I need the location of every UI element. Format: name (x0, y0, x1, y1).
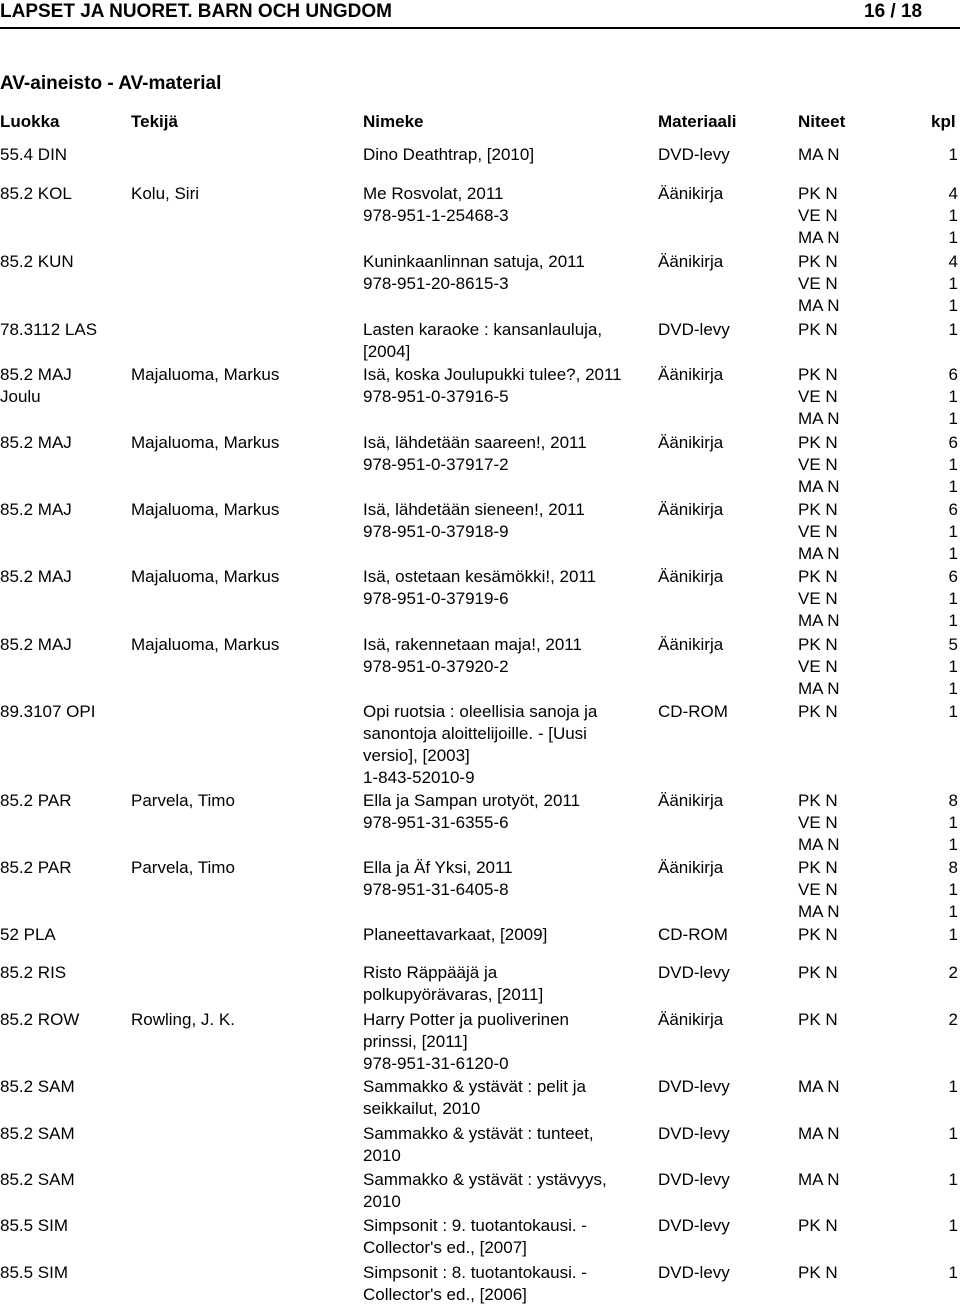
luokka-cell: 85.5 SIM (0, 1216, 69, 1235)
materiaali-cell: Äänikirja (658, 252, 724, 271)
niteet-location: MA N (798, 477, 840, 496)
luokka-cell: 85.2 MAJ (0, 433, 72, 452)
nimeke-cell: Isä, koska Joulupukki tulee?, 2011 (363, 365, 622, 384)
nimeke-cell: Ella ja Äf Yksi, 2011 (363, 858, 513, 877)
nimeke-line: 978-951-31-6405-8 (363, 880, 509, 899)
kpl-count: 6 (948, 500, 958, 519)
luokka-cell: 85.5 SIM (0, 1263, 69, 1282)
luokka-cell: 85.2 MAJ (0, 365, 72, 384)
nimeke-line: 978-951-0-37916-5 (363, 387, 509, 406)
luokka-cell: 85.2 SAM (0, 1077, 75, 1096)
kpl-count: 1 (948, 925, 958, 944)
niteet-location: MA N (798, 835, 840, 854)
materiaali-cell: DVD-levy (658, 1170, 730, 1189)
kpl-count: 1 (948, 274, 958, 293)
niteet-location: MA N (798, 1124, 840, 1143)
nimeke-line: sanontoja aloittelijoille. - [Uusi (363, 724, 587, 743)
nimeke-line: 978-951-20-8615-3 (363, 274, 509, 293)
niteet-location: VE N (798, 387, 838, 406)
niteet-location: MA N (798, 1170, 840, 1189)
niteet-location: PK N (798, 1263, 838, 1282)
materiaali-cell: DVD-levy (658, 1124, 730, 1143)
niteet-location: PK N (798, 963, 838, 982)
niteet-location: PK N (798, 184, 838, 203)
nimeke-cell: Isä, lähdetään saareen!, 2011 (363, 433, 587, 452)
nimeke-line: Collector's ed., [2006] (363, 1285, 527, 1304)
tekija-cell: Majaluoma, Markus (131, 635, 280, 654)
kpl-count: 8 (948, 858, 958, 877)
niteet-location: VE N (798, 589, 838, 608)
niteet-location: PK N (798, 635, 838, 654)
niteet-location: PK N (798, 925, 838, 944)
materiaali-cell: DVD-levy (658, 145, 730, 164)
nimeke-cell: Simpsonit : 8. tuotantokausi. - (363, 1263, 587, 1282)
niteet-location: PK N (798, 500, 838, 519)
kpl-count: 5 (948, 635, 958, 654)
kpl-count: 6 (948, 365, 958, 384)
luokka-cell: 52 PLA (0, 925, 56, 944)
luokka-cell: 85.2 KOL (0, 184, 72, 203)
niteet-location: MA N (798, 1077, 840, 1096)
luokka-cell: 85.2 MAJ (0, 500, 72, 519)
luokka-cell: Joulu (0, 387, 41, 406)
luokka-cell: 89.3107 OPI (0, 702, 96, 721)
nimeke-cell: Sammakko & ystävät : tunteet, (363, 1124, 594, 1143)
page-number: 16 / 18 (864, 1, 923, 22)
niteet-location: MA N (798, 679, 840, 698)
niteet-location: VE N (798, 657, 838, 676)
luokka-cell: 85.2 PAR (0, 858, 72, 877)
kpl-count: 1 (948, 1077, 958, 1096)
materiaali-cell: DVD-levy (658, 320, 730, 339)
nimeke-line: 978-951-1-25468-3 (363, 206, 509, 225)
nimeke-line: [2004] (363, 342, 411, 361)
niteet-location: VE N (798, 455, 838, 474)
section-title: AV-aineisto - AV-material (0, 73, 222, 94)
kpl-count: 1 (948, 1216, 958, 1235)
niteet-location: PK N (798, 320, 838, 339)
col-header-tekija: Tekijä (131, 112, 178, 131)
nimeke-cell: Isä, lähdetään sieneen!, 2011 (363, 500, 585, 519)
col-header-kpl: kpl (931, 112, 956, 131)
tekija-cell: Rowling, J. K. (131, 1010, 235, 1029)
nimeke-line: versio], [2003] (363, 746, 470, 765)
niteet-location: VE N (798, 522, 838, 541)
kpl-count: 1 (948, 320, 958, 339)
nimeke-cell: Me Rosvolat, 2011 (363, 184, 504, 203)
nimeke-line: seikkailut, 2010 (363, 1099, 481, 1118)
tekija-cell: Majaluoma, Markus (131, 433, 280, 452)
kpl-count: 1 (948, 145, 958, 164)
materiaali-cell: Äänikirja (658, 635, 724, 654)
kpl-count: 1 (948, 880, 958, 899)
col-header-luokka: Luokka (0, 112, 60, 131)
nimeke-cell: Kuninkaanlinnan satuja, 2011 (363, 252, 585, 271)
luokka-cell: 55.4 DIN (0, 145, 68, 164)
kpl-count: 2 (948, 963, 958, 982)
page-title: LAPSET JA NUORET. BARN OCH UNGDOM (0, 1, 392, 22)
materiaali-cell: Äänikirja (658, 858, 724, 877)
nimeke-line: Collector's ed., [2007] (363, 1238, 527, 1257)
kpl-count: 1 (948, 206, 958, 225)
tekija-cell: Parvela, Timo (131, 791, 235, 810)
nimeke-line: 1-843-52010-9 (363, 768, 475, 787)
nimeke-line: 2010 (363, 1146, 401, 1165)
niteet-location: VE N (798, 206, 838, 225)
niteet-location: MA N (798, 296, 840, 315)
nimeke-line: 978-951-0-37920-2 (363, 657, 509, 676)
kpl-count: 1 (948, 409, 958, 428)
niteet-location: MA N (798, 611, 840, 630)
niteet-location: MA N (798, 409, 840, 428)
kpl-count: 1 (948, 611, 958, 630)
kpl-count: 1 (948, 387, 958, 406)
materiaali-cell: CD-ROM (658, 702, 728, 721)
materiaali-cell: Äänikirja (658, 184, 724, 203)
niteet-location: VE N (798, 880, 838, 899)
nimeke-cell: Sammakko & ystävät : pelit ja (363, 1077, 586, 1096)
kpl-count: 1 (948, 455, 958, 474)
nimeke-line: 978-951-0-37917-2 (363, 455, 509, 474)
kpl-count: 1 (948, 228, 958, 247)
nimeke-line: 978-951-0-37918-9 (363, 522, 509, 541)
kpl-count: 1 (948, 679, 958, 698)
kpl-count: 1 (948, 1170, 958, 1189)
niteet-location: PK N (798, 1010, 838, 1029)
luokka-cell: 85.2 KUN (0, 252, 74, 271)
nimeke-line: polkupyörävaras, [2011] (363, 985, 544, 1004)
kpl-count: 1 (948, 1124, 958, 1143)
materiaali-cell: DVD-levy (658, 1216, 730, 1235)
nimeke-cell: Ella ja Sampan urotyöt, 2011 (363, 791, 581, 810)
luokka-cell: 85.2 SAM (0, 1124, 75, 1143)
kpl-count: 1 (948, 813, 958, 832)
luokka-cell: 85.2 MAJ (0, 567, 72, 586)
tekija-cell: Majaluoma, Markus (131, 365, 280, 384)
materiaali-cell: Äänikirja (658, 433, 724, 452)
nimeke-cell: Dino Deathtrap, [2010] (363, 145, 535, 164)
niteet-location: PK N (798, 252, 838, 271)
kpl-count: 1 (948, 835, 958, 854)
luokka-cell: 85.2 SAM (0, 1170, 75, 1189)
kpl-count: 1 (948, 1263, 958, 1282)
nimeke-line: 2010 (363, 1192, 401, 1211)
niteet-location: MA N (798, 228, 840, 247)
luokka-cell: 85.2 ROW (0, 1010, 80, 1029)
kpl-count: 2 (948, 1010, 958, 1029)
nimeke-cell: Isä, rakennetaan maja!, 2011 (363, 635, 582, 654)
kpl-count: 1 (948, 544, 958, 563)
tekija-cell: Majaluoma, Markus (131, 500, 280, 519)
niteet-location: PK N (798, 567, 838, 586)
niteet-location: PK N (798, 791, 838, 810)
niteet-location: VE N (798, 813, 838, 832)
materiaali-cell: Äänikirja (658, 567, 724, 586)
nimeke-line: 978-951-31-6120-0 (363, 1054, 509, 1073)
nimeke-cell: Opi ruotsia : oleellisia sanoja ja (363, 702, 598, 721)
niteet-location: MA N (798, 145, 840, 164)
nimeke-cell: Planeettavarkaat, [2009] (363, 925, 548, 944)
nimeke-cell: Sammakko & ystävät : ystävyys, (363, 1170, 607, 1189)
nimeke-cell: Isä, ostetaan kesämökki!, 2011 (363, 567, 597, 586)
kpl-count: 8 (948, 791, 958, 810)
kpl-count: 1 (948, 902, 958, 921)
niteet-location: MA N (798, 902, 840, 921)
materiaali-cell: DVD-levy (658, 1263, 730, 1282)
col-header-niteet: Niteet (798, 112, 846, 131)
luokka-cell: 85.2 PAR (0, 791, 72, 810)
nimeke-cell: Lasten karaoke : kansanlauluja, (363, 320, 603, 339)
niteet-location: MA N (798, 544, 840, 563)
nimeke-cell: Harry Potter ja puoliverinen (363, 1010, 569, 1029)
tekija-cell: Majaluoma, Markus (131, 567, 280, 586)
kpl-count: 1 (948, 702, 958, 721)
kpl-count: 6 (948, 433, 958, 452)
kpl-count: 1 (948, 477, 958, 496)
materiaali-cell: Äänikirja (658, 1010, 724, 1029)
kpl-count: 4 (948, 184, 958, 203)
kpl-count: 1 (948, 522, 958, 541)
materiaali-cell: CD-ROM (658, 925, 728, 944)
nimeke-cell: Simpsonit : 9. tuotantokausi. - (363, 1216, 587, 1235)
kpl-count: 1 (948, 589, 958, 608)
materiaali-cell: Äänikirja (658, 500, 724, 519)
luokka-cell: 85.2 RIS (0, 963, 67, 982)
nimeke-line: 978-951-31-6355-6 (363, 813, 509, 832)
kpl-count: 6 (948, 567, 958, 586)
materiaali-cell: DVD-levy (658, 1077, 730, 1096)
luokka-cell: 78.3112 LAS (0, 320, 98, 339)
niteet-location: PK N (798, 1216, 838, 1235)
header-rule (0, 27, 960, 29)
nimeke-cell: Risto Räppääjä ja (363, 963, 498, 982)
tekija-cell: Parvela, Timo (131, 858, 235, 877)
nimeke-line: 978-951-0-37919-6 (363, 589, 509, 608)
nimeke-line: prinssi, [2011] (363, 1032, 468, 1051)
luokka-cell: 85.2 MAJ (0, 635, 72, 654)
tekija-cell: Kolu, Siri (131, 184, 200, 203)
col-header-nimeke: Nimeke (363, 112, 424, 131)
kpl-count: 1 (948, 296, 958, 315)
niteet-location: PK N (798, 702, 838, 721)
niteet-location: VE N (798, 274, 838, 293)
kpl-count: 1 (948, 657, 958, 676)
materiaali-cell: Äänikirja (658, 791, 724, 810)
niteet-location: PK N (798, 433, 838, 452)
niteet-location: PK N (798, 858, 838, 877)
kpl-count: 4 (948, 252, 958, 271)
niteet-location: PK N (798, 365, 838, 384)
materiaali-cell: Äänikirja (658, 365, 724, 384)
materiaali-cell: DVD-levy (658, 963, 730, 982)
col-header-materiaali: Materiaali (658, 112, 737, 131)
